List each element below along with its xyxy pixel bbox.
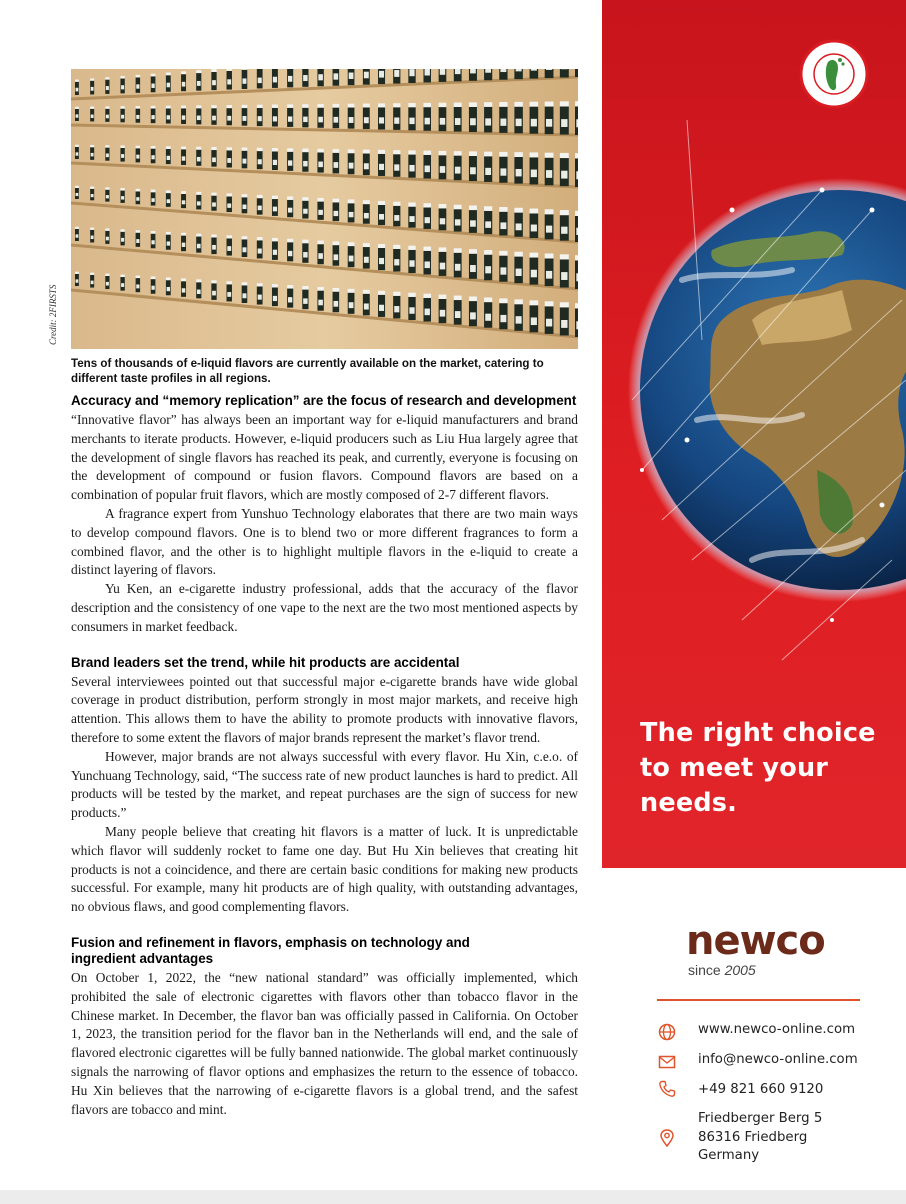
paragraph: On October 1, 2022, the “new national standard” was officially implemented, which prohibited the sale of electronic cigarettes with flavors other than tobacco flavor in the Chinese market. In December, the flavor ban was officially passed in California. On October 1, 2023, the transition period for the flavor ban in the Netherlands will end, and the sale of flavored electronic cigarettes will be fully banned nationwide. The global market continuously signals the narrowing of flavor options and emphasizes the return to the essence of tobacco. Hu Xin believes that the narrowing of e-cigarette flavors is a global trend, and the safest flavors are tobacco and mint.: [71, 969, 578, 1117]
paragraph: Many people believe that creating hit flavors is a matter of luck. It is unpredictable which flavor will suddenly rocket to fame one day. But Hu Xin believes that creating hit products is not a coincidence, and there are certain basic conditions for making new products successful. For example, many hit products are of high quality, with outstanding advantages, no obvious flaws, and good complementing flavors.: [71, 823, 578, 915]
since-text: since: [688, 962, 721, 978]
paragraph: However, major brands are not always successful with every flavor. Hu Xin, c.e.o. of Yunchuang Technology, said, “The success rate of new product launches is hard to predict. All products will be tested by the market, and repeat purchases are the sign of success for new products.”: [71, 748, 578, 821]
slogan-line: to meet your: [640, 753, 829, 783]
phone-icon: [657, 1079, 677, 1099]
address-country: Germany: [698, 1148, 760, 1163]
globe-icon: [657, 1022, 677, 1042]
slogan-line: needs.: [640, 788, 738, 818]
paragraph: Several interviewees pointed out that successful major e-cigarette brands have wide global coverage in product distribution, perform strongly in most major markets, and receive high attention. This allows them to have the ability to promote products with innovative flavors, therefore to some extent the flavors of major brands represent the market’s flavor trend.: [71, 673, 578, 745]
orange-divider: [657, 999, 860, 1001]
photo-credit: Credit: 2FIRSTS: [48, 284, 58, 345]
page-bottom-bar: [0, 1190, 906, 1204]
address-street: Friedberger Berg 5: [698, 1111, 823, 1126]
article-photo: [71, 69, 578, 349]
address-city: 86316 Friedberg: [698, 1129, 808, 1145]
paragraph: “Innovative flavor” has always been an important way for e-liquid manufacturers and brand merchants to iterate products. However, e-liquid producers such as Liu Hua largely agree that the development of single flavors has reached its peak, and currently, everyone is focusing on the development of compound or fusion flavors. Compound flavors are based on a combination of popular fruit flavors, which are mostly composed of 2-7 different flavors.: [71, 412, 578, 503]
location-pin-icon: [657, 1128, 677, 1148]
paragraph: A fragrance expert from Yunshuo Technology elaborates that there are two main ways to develop compound flavors. One is to blend two or more different fragrances to form a combined flavor, and the other is to highlight multiple flavors in the e-liquid to create a distinct layering of flavors.: [71, 505, 578, 578]
newco-logo: [686, 898, 836, 958]
paragraph: Yu Ken, an e-cigarette industry professional, adds that the accuracy of the flavor description and the consistency of one vape to the next are the two most mentioned aspects by consumers in market feedback.: [71, 581, 578, 634]
section-heading-brand-leaders: Brand leaders set the trend, while hit products are accidental: [71, 654, 460, 670]
article-body: [71, 393, 578, 1119]
sustainability-badge: [801, 41, 867, 107]
section-heading-accuracy: Accuracy and “memory replication” are the focus of research and development: [71, 393, 577, 408]
slogan-line: The right choice: [640, 718, 876, 748]
ad-slogan: [640, 716, 900, 821]
phone-number: +49 821 660 9120: [698, 1082, 824, 1097]
eliquid-shelves-image: [71, 69, 578, 349]
email-link[interactable]: info@newco-online.com: [698, 1052, 858, 1067]
since-label: [688, 962, 756, 978]
logo-wordmark: newco: [686, 918, 825, 958]
website-link[interactable]: www.newco-online.com: [698, 1022, 856, 1037]
photo-caption: Tens of thousands of e-liquid flavors are currently available on the market, catering to different taste profiles in all regions.: [71, 357, 544, 385]
section-heading-fusion: Fusion and refinement in flavors, emphasis on technology and ingredient advantages: [71, 934, 470, 966]
mail-icon: [657, 1052, 677, 1072]
since-year: 2005: [724, 962, 756, 978]
